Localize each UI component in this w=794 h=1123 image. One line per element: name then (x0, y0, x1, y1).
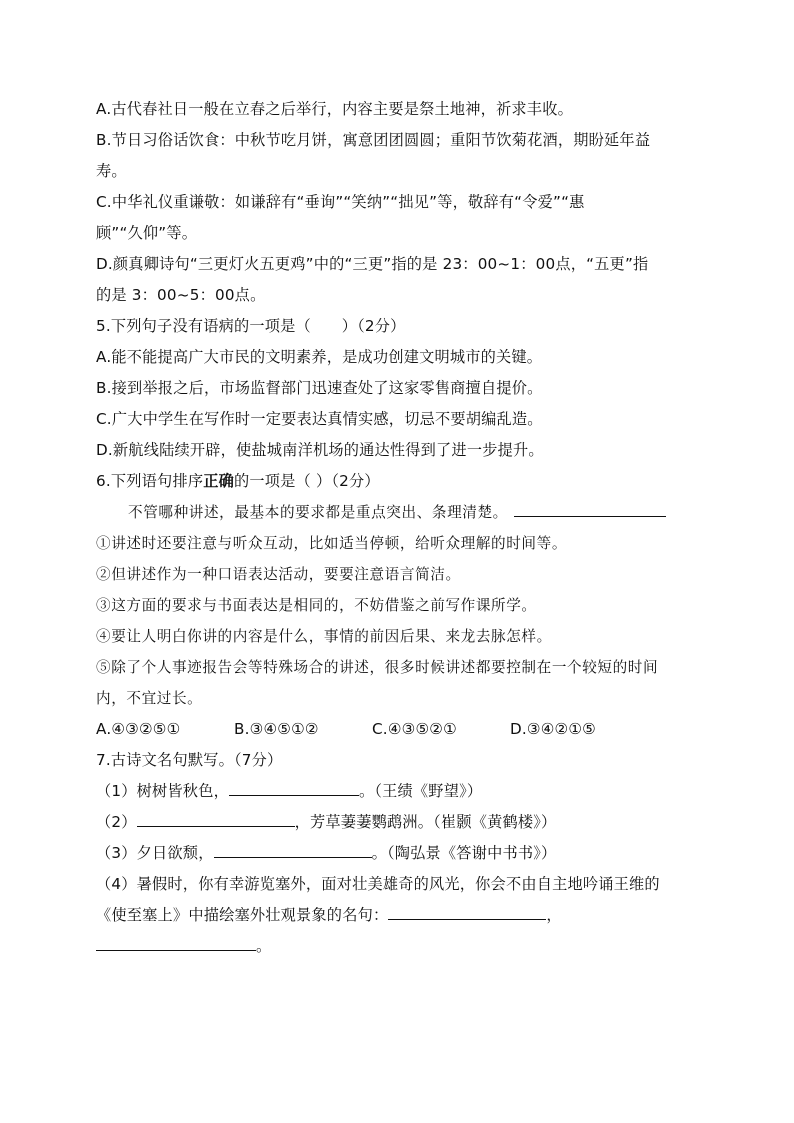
q6-option-a: A.④③②⑤① (96, 720, 181, 738)
q6-stem-emphasis: 正确 (203, 472, 234, 490)
q7-item-4-line2 (96, 900, 700, 931)
q7-item-1-suffix: 。（王绩《野望》） (358, 782, 483, 800)
q7-item-4-period: 。 (256, 937, 272, 955)
q7-item-3-prefix: （3）夕日欲颓， (96, 844, 214, 862)
q5-option-a: A.能不能提高广大市民的文明素养，是成功创建文明城市的关键。 (96, 348, 543, 366)
q7-item-4-blank-2[interactable] (96, 933, 256, 951)
q6-sentence-1: ①讲述时还要注意与听众互动，比如适当停顿，给听众理解的时间等。 (96, 535, 568, 552)
q4-option-c-line1: C.中华礼仪重谦敬：如谦辞有“垂询”“笑纳”“拙见”等，敬辞有“令爱”“惠 (96, 193, 585, 211)
q6-stem-prefix: 6.下列语句排序 (96, 472, 204, 490)
q7-item-3-blank[interactable] (214, 840, 372, 858)
q6-sentence-4: ④要让人明白你讲的内容是什么，事情的前因后果、来龙去脉怎样。 (96, 628, 552, 645)
q7-item-1-blank[interactable] (229, 778, 359, 796)
q4-option-b-line1: B.节日习俗话饮食：中秋节吃月饼，寓意团团圆圆；重阳节饮菊花酒，期盼延年益 (96, 131, 651, 149)
q6-sentence-5-line1: ⑤除了个人事迹报告会等特殊场合的讲述，很多时候讲述都要控制在一个较短的时间 (96, 659, 659, 676)
q6-answer-blank[interactable] (514, 499, 666, 517)
q7-item-1 (96, 776, 700, 807)
q6-sentence-2: ②但讲述作为一种口语表达活动，要要注意语言简洁。 (96, 566, 461, 583)
q6-option-b: B.③④⑤①② (234, 720, 319, 738)
q7-item-2-suffix: ，芳草萋萋鹦鹉洲。（崔颢《黄鹤楼》） (294, 813, 557, 831)
q6-option-c: C.④③⑤②① (372, 720, 457, 738)
q4-option-d-line1: D.颜真卿诗句“三更灯火五更鸡”中的“三更”指的是 23：00~1：00点，“五更”指 (96, 255, 649, 273)
q6-options (96, 714, 700, 745)
q7-item-4-prefix: 《使至塞上》中描绘塞外壮观景象的名句： (96, 906, 389, 924)
q7-item-3 (96, 838, 700, 869)
exam-page (96, 94, 700, 962)
q5-stem: 5.下列句子没有语病的一项是（ ）（2分） (96, 317, 406, 335)
q6-sentence-3: ③这方面的要求与书面表达是相同的，不妨借鉴之前写作课所学。 (96, 597, 537, 614)
q7-item-4-line3 (96, 931, 700, 962)
q4-option-d-line2: 的是 3：00~5：00点。 (96, 286, 266, 304)
q5-option-c: C.广大中学生在写作时一定要表达真情实感，切忌不要胡编乱造。 (96, 410, 543, 428)
q6-stem (96, 466, 700, 497)
q5-option-d: D.新航线陆续开辟，使盐城南洋机场的通达性得到了进一步提升。 (96, 441, 544, 459)
q7-item-1-prefix: （1）树树皆秋色， (96, 782, 229, 800)
q6-stem-suffix: 的一项是（ ）（2分） (234, 472, 380, 490)
q4-option-a: A.古代春社日一般在立春之后举行，内容主要是祭土地神，祈求丰收。 (96, 100, 573, 118)
q6-lead-sentence (96, 497, 700, 528)
q7-item-4-comma: ， (546, 906, 562, 924)
q6-lead-text: 不管哪种讲述，最基本的要求都是重点突出、条理清楚。 (128, 504, 508, 521)
q6-sentence-5-line2: 内，不宜过长。 (96, 690, 203, 707)
q7-item-2-blank[interactable] (137, 809, 295, 827)
q7-stem: 7.古诗文名句默写。（7分） (96, 751, 283, 769)
q7-item-4-blank-1[interactable] (388, 902, 546, 920)
q4-option-c-line2: 顾”“久仰”等。 (96, 224, 198, 242)
q5-option-b: B.接到举报之后，市场监督部门迅速查处了这家零售商擅自提价。 (96, 379, 543, 397)
q7-item-4-line1: （4）暑假时，你有幸游览塞外，面对壮美雄奇的风光，你会不由自主地吟诵王维的 (96, 875, 660, 893)
q7-item-3-suffix: 。（陶弘景《答谢中书书》） (371, 844, 557, 862)
q7-item-2-prefix: （2） (96, 813, 137, 831)
q6-option-d: D.③④②①⑤ (510, 720, 596, 738)
q7-item-2 (96, 807, 700, 838)
q4-option-b-line2: 寿。 (96, 162, 127, 180)
